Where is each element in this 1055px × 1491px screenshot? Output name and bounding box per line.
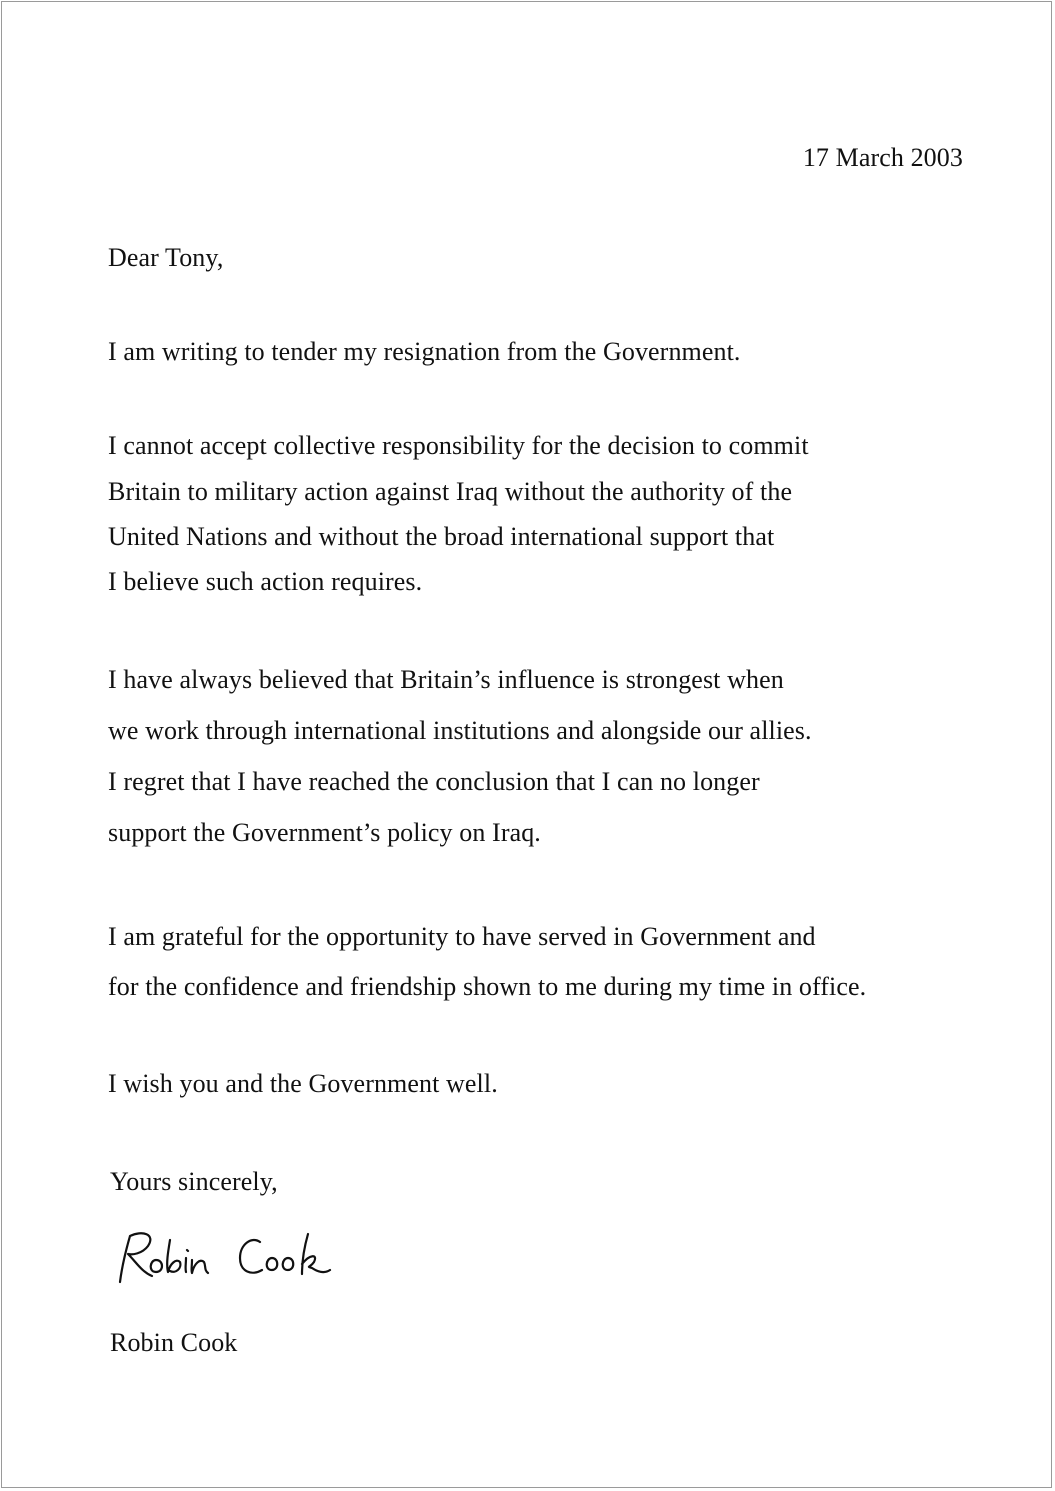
paragraph-2-line-4: I believe such action requires. — [108, 567, 423, 596]
paragraph-3-line-4: support the Government’s policy on Iraq. — [108, 818, 541, 847]
paragraph-2-line-3: United Nations and without the broad international support that — [108, 522, 775, 551]
letter-date: 17 March 2003 — [802, 143, 963, 172]
salutation: Dear Tony, — [108, 243, 224, 272]
handwritten-signature — [112, 1224, 342, 1294]
paragraph-2-line-1: I cannot accept collective responsibility for the decision to commit — [108, 431, 809, 460]
closing: Yours sincerely, — [110, 1167, 278, 1196]
paragraph-3-line-2: we work through international institutions and alongside our allies. — [108, 716, 812, 745]
paragraph-4-line-1: I am grateful for the opportunity to have served in Government and — [108, 922, 816, 951]
paragraph-3-line-1: I have always believed that Britain’s influence is strongest when — [108, 665, 784, 694]
signatory-name: Robin Cook — [110, 1328, 238, 1357]
paragraph-4-line-2: for the confidence and friendship shown to me during my time in office. — [108, 972, 867, 1001]
paragraph-5-line-1: I wish you and the Government well. — [108, 1069, 498, 1098]
paragraph-1-line-1: I am writing to tender my resignation from the Government. — [108, 337, 741, 366]
letter-page — [1, 1, 1052, 1488]
paragraph-2-line-2: Britain to military action against Iraq without the authority of the — [108, 477, 793, 506]
paragraph-3-line-3: I regret that I have reached the conclusion that I can no longer — [108, 767, 760, 796]
